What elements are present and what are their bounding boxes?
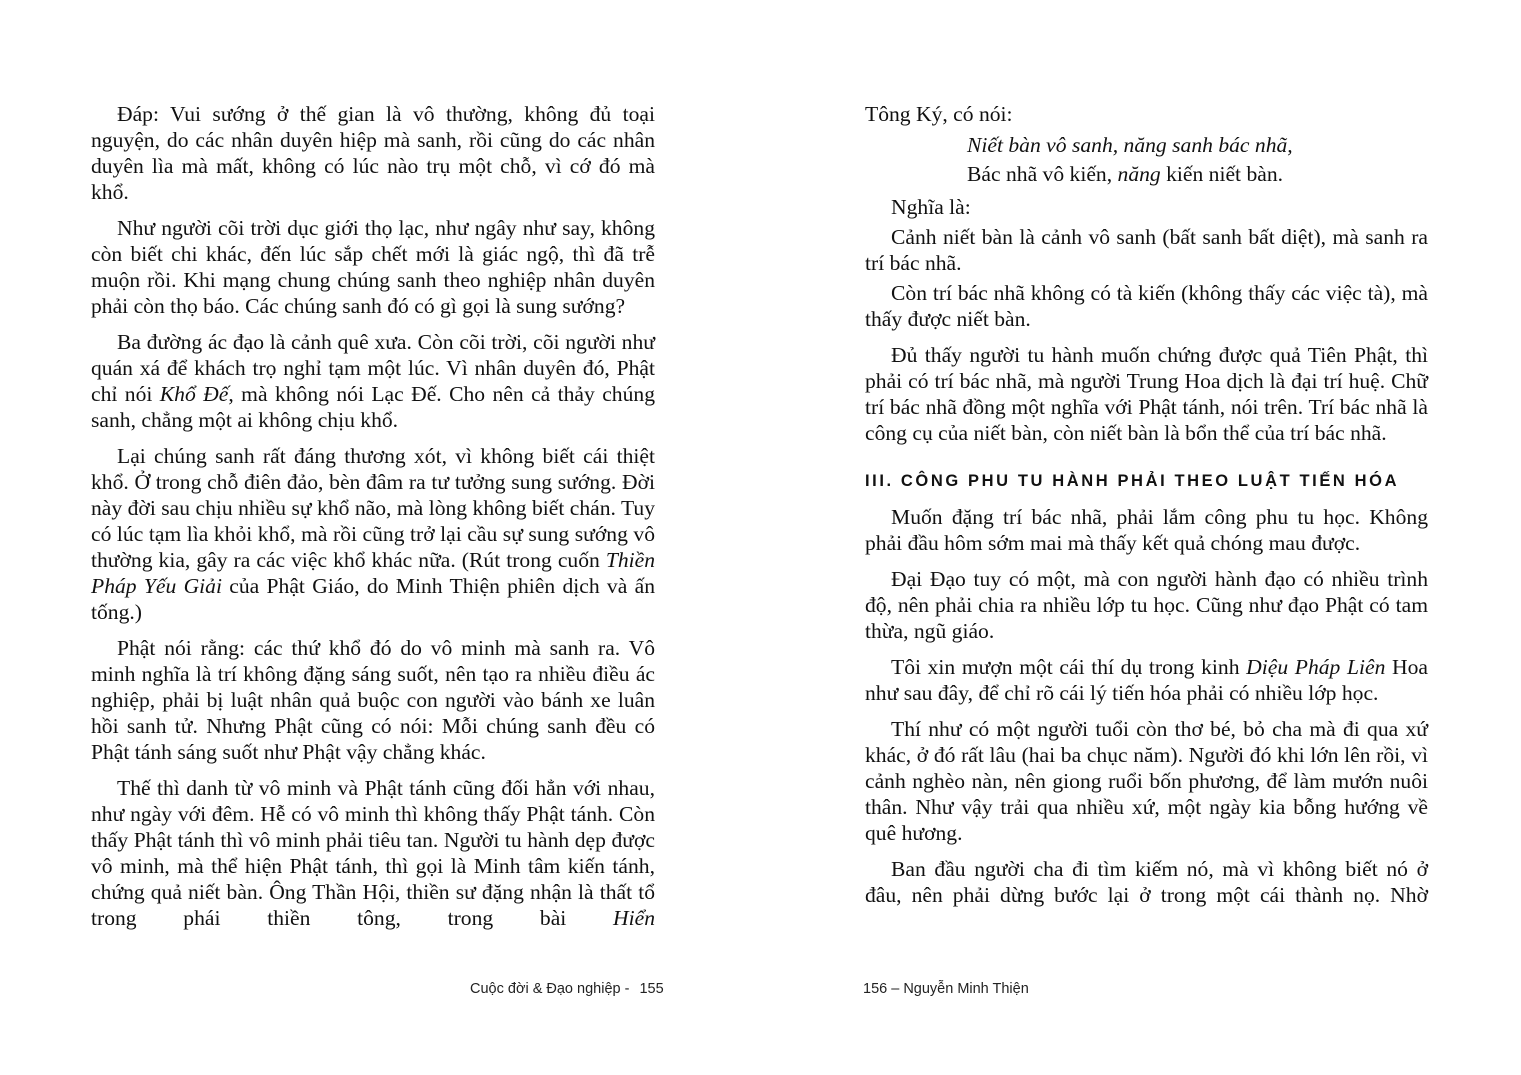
page-footer <box>863 981 1029 997</box>
paragraph: Cảnh niết bàn là cảnh vô sanh (bất sanh bất diệt), mà sanh ra trí bác nhã. <box>865 225 1428 275</box>
italic-term: năng <box>1117 162 1161 186</box>
verse <box>967 131 1428 189</box>
italic-book-title: Thiền Pháp Yếu Giải <box>91 548 655 598</box>
paragraph <box>91 443 655 625</box>
paragraph-text: , mà không nói Lạc Đế. Cho nên cả thảy chúng sanh, chẳng một ai không chịu khổ. <box>91 382 655 432</box>
paragraph-text: Hoa như sau đây, để chỉ rõ cái lý tiến hóa phải có nhiều lớp học. <box>865 655 1429 705</box>
paragraph-text: Tôi xin mượn một cái thí dụ trong kinh <box>891 655 1247 679</box>
paragraph: Đại Đạo tuy có một, mà con người hành đạo có nhiều trình độ, nên phải chia ra nhiều lớp tu học. Cũng như đạo Phật có tam thừa, ngũ giáo. <box>865 567 1428 643</box>
meaning-label: Nghĩa là: <box>891 195 971 219</box>
italic-term: Khổ Đế <box>159 382 229 406</box>
italic-book-title: Diệu Pháp Liên <box>1246 655 1386 679</box>
paragraph: Muốn đặng trí bác nhã, phải lắm công phu tu học. Không phải đầu hôm sớm mai mà thấy kết quả chóng mau được. <box>865 505 1428 555</box>
paragraph <box>91 329 655 433</box>
left-page-body <box>91 101 655 941</box>
verse-line: Niết bàn vô sanh, năng sanh bác nhã, <box>967 133 1293 157</box>
left-page <box>0 0 760 1075</box>
verse-text: kiến niết bàn. <box>1160 162 1284 186</box>
right-page-body <box>865 101 1428 918</box>
paragraph: Đủ thấy người tu hành muốn chứng được quả Tiên Phật, thì phải có trí bác nhã, mà người Trung Hoa dịch là đại trí huệ. Chữ trí bác nhã đồng một nghĩa với Phật tánh, nói trên. Trí bác nhã là công cụ của niết bàn, còn niết bàn là bổn thể của trí bác nhã. <box>865 343 1428 445</box>
paragraph <box>91 775 655 931</box>
page-number: 155 <box>639 981 664 997</box>
section-heading: III. CÔNG PHU TU HÀNH PHẢI THEO LUẬT TIẾN HÓA <box>865 472 1400 490</box>
paragraph: Ban đầu người cha đi tìm kiếm nó, mà vì không biết nó ở đâu, nên phải dừng bước lại ở trong một cái thành nọ. Nhờ <box>865 857 1428 907</box>
paragraph <box>865 654 1428 706</box>
verse-text: Bác nhã vô kiến, <box>967 162 1118 186</box>
paragraph: Như người cõi trời dục giới thọ lạc, như ngây như say, không còn biết chi khác, đến lúc sắp chết mới là giác ngộ, thì đã trễ muộn rồi. Khi mạng chung chúng sanh theo nghiệp nhân duyên phải còn thọ báo. Các chúng sanh đó có gì gọi là sung sướng? <box>91 216 655 318</box>
paragraph: Phật nói rằng: các thứ khổ đó do vô minh mà sanh ra. Vô minh nghĩa là trí không đặng sáng suốt, nên tạo ra nhiều điều ác nghiệp, phải bị luật nhân quả buộc con người vào bánh xe luân hồi sanh tử. Nhưng Phật cũng có nói: Mỗi chúng sanh đều có Phật tánh sáng suốt như Phật vậy chẳng khác. <box>91 636 655 764</box>
page-footer <box>470 981 664 997</box>
paragraph-text: Lại chúng sanh rất đáng thương xót, vì không biết cái thiệt khổ. Ở trong chỗ điên đảo, bèn đâm ra tư tưởng sung sướng. Đời này đời sau chịu nhiều sự khổ não, mà lòng không biết chán. Tuy có lúc tạm lìa khỏi khổ, mà rồi cũng trở lại cầu sự sung sướng vô thường kia, gây ra các việc khổ khác nữa. (Rút trong cuốn <box>91 444 655 572</box>
right-page <box>760 0 1521 1075</box>
paragraph-text: Ba đường ác đạo là cảnh quê xưa. Còn cõi trời, cõi người như quán xá để khách trọ nghỉ tạm một lúc. Vì nhân duyên đó, Phật chỉ nói <box>91 330 655 406</box>
running-title: Cuộc đời & Đạo nghiệp - <box>470 981 630 997</box>
paragraph-continuation: Tông Ký, có nói: <box>865 102 1013 126</box>
paragraph: Đáp: Vui sướng ở thế gian là vô thường, không đủ toại nguyện, do các nhân duyên hiệp mà sanh, rồi cũng do các nhân duyên lìa mà mất, không có lúc nào trụ một chỗ, vì cớ đó mà khổ. <box>91 102 655 204</box>
paragraph: Thí như có một người tuổi còn thơ bé, bỏ cha mà đi qua xứ khác, ở đó rất lâu (hai ba chục năm). Người đó khi lớn lên rồi, vì cảnh nghèo nàn, nên giong ruổi bốn phương, để làm mướn nuôi thân. Như vậy trải qua nhiều xứ, một ngày kia bỗng hướng về quê hương. <box>865 717 1428 845</box>
paragraph: Còn trí bác nhã không có tà kiến (không thấy các việc tà), mà thấy được niết bàn. <box>865 281 1428 331</box>
paragraph-text: của Phật Giáo, do Minh Thiện phiên dịch và ấn tống.) <box>91 574 655 624</box>
paragraph-text: Thế thì danh từ vô minh và Phật tánh cũng đối hẳn với nhau, như ngày với đêm. Hễ có vô minh thì không thấy Phật tánh. Còn thấy Phật tánh thì vô minh phải tiêu tan. Người tu hành dẹp được vô minh, mà thể hiện Phật tánh, thì gọi là Minh tâm kiến tánh, chứng quả niết bàn. Ông Thần Hội, thiền sư đặng nhận là thất tổ trong phái thiền tông, trong bài <box>91 776 655 930</box>
italic-term: Hiển <box>613 906 655 930</box>
running-title: 156 – Nguyễn Minh Thiện <box>863 981 1029 997</box>
verse-line <box>967 160 1428 189</box>
